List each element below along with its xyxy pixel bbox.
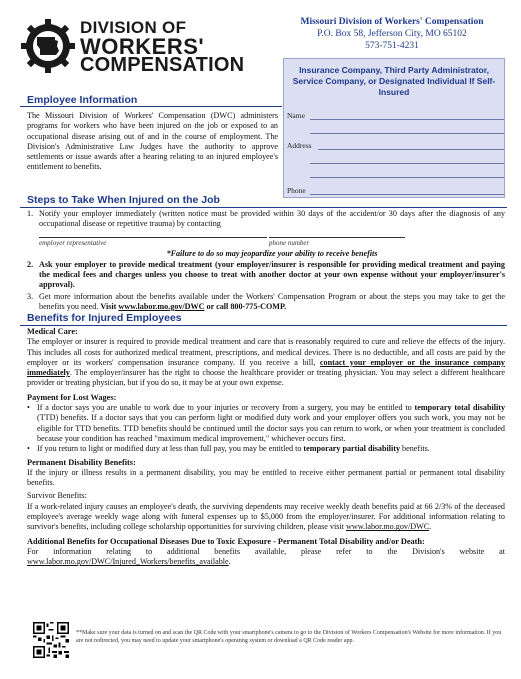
phone-label: phone number	[269, 238, 310, 247]
lost-wages-2-bold: temporary partial disability	[303, 444, 401, 454]
lost-wages-2-text-a: If you return to light or modified duty at less than full pay, you may be entitled to	[37, 444, 302, 454]
step-3-link[interactable]: www.labor.mo.gov/DWC	[118, 302, 205, 312]
rep-label: employer representative	[39, 238, 107, 247]
benefits-heading: Benefits for Injured Employees	[27, 312, 182, 324]
additional-body: For information relating to additional benefits available, please refer to the Division's website at	[27, 546, 505, 556]
step-1	[27, 209, 505, 259]
logo-line-1: DIVISION OF	[80, 18, 187, 37]
step-2-number: 2.	[27, 259, 34, 269]
contact-org: Missouri Division of Workers' Compensation	[300, 17, 484, 27]
contact-address: P.O. Box 58, Jefferson City, MO 65102	[317, 29, 467, 39]
steps-list	[27, 209, 505, 312]
steps-rule	[20, 207, 507, 208]
survivor-link[interactable]: www.labor.mo.gov/DWC	[345, 522, 430, 532]
additional-heading: Additional Benefits for Occupational Diseases Due to Toxic Exposure - Permanent Total Disability and/or Death:	[27, 536, 425, 546]
additional-end: .	[228, 557, 231, 567]
step-2	[27, 260, 505, 291]
insurer-address-line	[318, 149, 504, 150]
qr-footnote: **Make sure your data is turned on and scan the QR Code with your smartphone's camera to go to the Division of Workers Compensation's Website for more information. If you are not redirected, you may need to update your smartphone's operating system or download a QR Code reader app.	[76, 630, 502, 644]
insurer-extra-line-3	[310, 177, 504, 178]
lost-wages-item-1	[27, 403, 505, 444]
step-1-warning: *Failure to do so may jeopardize your ability to receive benefits	[166, 248, 378, 258]
employee-info-rule	[20, 106, 282, 107]
lost-wages-2-text-b: benefits.	[402, 444, 430, 454]
step-3-visit: Visit	[100, 302, 117, 312]
steps-heading: Steps to Take When Injured on the Job	[27, 194, 220, 206]
lost-wages-1-text-a: If a doctor says you are unable to work due to your injuries or recovery from a surgery, you may be entitled to	[37, 403, 412, 413]
survivor-paragraph	[27, 502, 505, 533]
lost-wages-item-2	[27, 444, 505, 454]
lost-wages-heading: Payment for Lost Wages:	[27, 392, 117, 402]
additional-paragraph	[27, 547, 505, 568]
medical-text-a: The employer or insurer is required to provide medical treatment and care that is reasonably required to cure and relieve the effects of the injury. This includes all costs for authorized medical treatment, prescriptions, and medical devices. There is no deductible, and all costs are paid by the employer or its workers' compensation insurance company. If you receive a bill,	[27, 337, 505, 367]
qr-code-icon[interactable]	[33, 622, 69, 658]
insurer-info-box	[283, 58, 505, 198]
additional-link[interactable]: www.labor.mo.gov/DWC/Injured_Workers/benefits_available	[27, 557, 229, 567]
logo-line-3: COMPENSATION	[80, 54, 245, 76]
insurer-address-label: Address	[287, 141, 312, 150]
gear-missouri-icon	[20, 18, 76, 74]
lost-wages-1-bold: temporary total disability	[414, 403, 506, 413]
benefits-rule	[20, 325, 507, 326]
insurer-phone-line	[310, 194, 504, 195]
permanent-body: If the injury or illness results in a permanent disability, you may be entitled to receive either permanent partial or permanent total disability benefits.	[27, 467, 505, 488]
insurer-extra-line-1	[310, 133, 504, 134]
benefits-body	[27, 327, 505, 568]
insurer-name-line	[310, 119, 504, 120]
logo-line-2: WORKERS'	[80, 34, 205, 59]
medical-contact-link[interactable]: contact your employer or the insurance company immediately	[27, 357, 505, 378]
step-2-text: Ask your employer to provide medical treatment (your employer/insurer is responsible for providing medical treatment and paying the medical fees and charges unless you choose to treat with another doctor at your own expense without your employer/insurer's approval).	[39, 259, 505, 290]
dwc-logo	[20, 14, 270, 86]
employee-info-heading: Employee Information	[27, 94, 138, 106]
permanent-heading: Permanent Disability Benefits:	[27, 457, 136, 467]
survivor-heading: Survivor Benefits:	[27, 491, 87, 501]
insurer-box-title: Insurance Company, Third Party Administrator, Service Company, or Designated Individual If Self-Insured	[292, 65, 496, 97]
survivor-end: .	[429, 522, 432, 532]
survivor-body: If a work-related injury causes an employee's death, the surviving dependents may receive weekly death benefits paid at 66 2/3% of the deceased employee's average weekly wage along with funeral expenses up to $5,000 from the employer/insurer. For additional information relating to survivor's benefits, including college scholarship opportunities for surviving children, please visit	[27, 501, 505, 532]
step-3-text: Get more information about the benefits available under the Workers' Compensation Program or about the steps you may take to get the benefits you need.	[39, 291, 505, 312]
contact-phone: 573-751-4231	[365, 41, 419, 51]
step-3-call: or call 800-775-COMP.	[206, 302, 287, 312]
step-1-number: 1.	[27, 209, 34, 218]
step-3	[27, 292, 505, 313]
insurer-extra-line-2	[310, 163, 504, 164]
insurer-phone-label: Phone	[287, 186, 306, 195]
lost-wages-1-text-b: (TTD) benefits. If a doctor says that you can perform light or modified duty work and your employer offers you such work, you may not be eligible for TTD benefits. TTD benefits should be continued until the doctor says you can return to work, or when your treatment is concluded because your condition has reached "maximum medical improvement," whichever occurs first.	[37, 413, 505, 443]
step-1-text: Notify your employer immediately (written notice must be provided within 30 days of the accident/or 30 days after the diagnosis of any occupational disease or repetitive trauma) by contacting	[39, 209, 505, 229]
insurer-name-label: Name	[287, 111, 305, 120]
medical-heading: Medical Care:	[27, 327, 78, 336]
lost-wages-list	[27, 403, 505, 454]
medical-paragraph	[27, 337, 505, 388]
step-3-number: 3.	[27, 291, 34, 301]
medical-text-b: . The employer/insurer has the right to choose the healthcare provider or treating physician. You may select a different healthcare provider or treating physician, but if you do so, it may be at your own expense.	[27, 368, 505, 388]
contact-block	[282, 16, 502, 52]
employee-info-body: The Missouri Division of Workers' Compensation (DWC) administers programs for workers who have been injured on the job or exposed to an occupational disease arising out of and in the course of employment. The Division's Administrative Law Judges have the authority to approve settlements or issue awards after a hearing relating to an injured employee's entitlement to benefits.	[27, 111, 278, 172]
